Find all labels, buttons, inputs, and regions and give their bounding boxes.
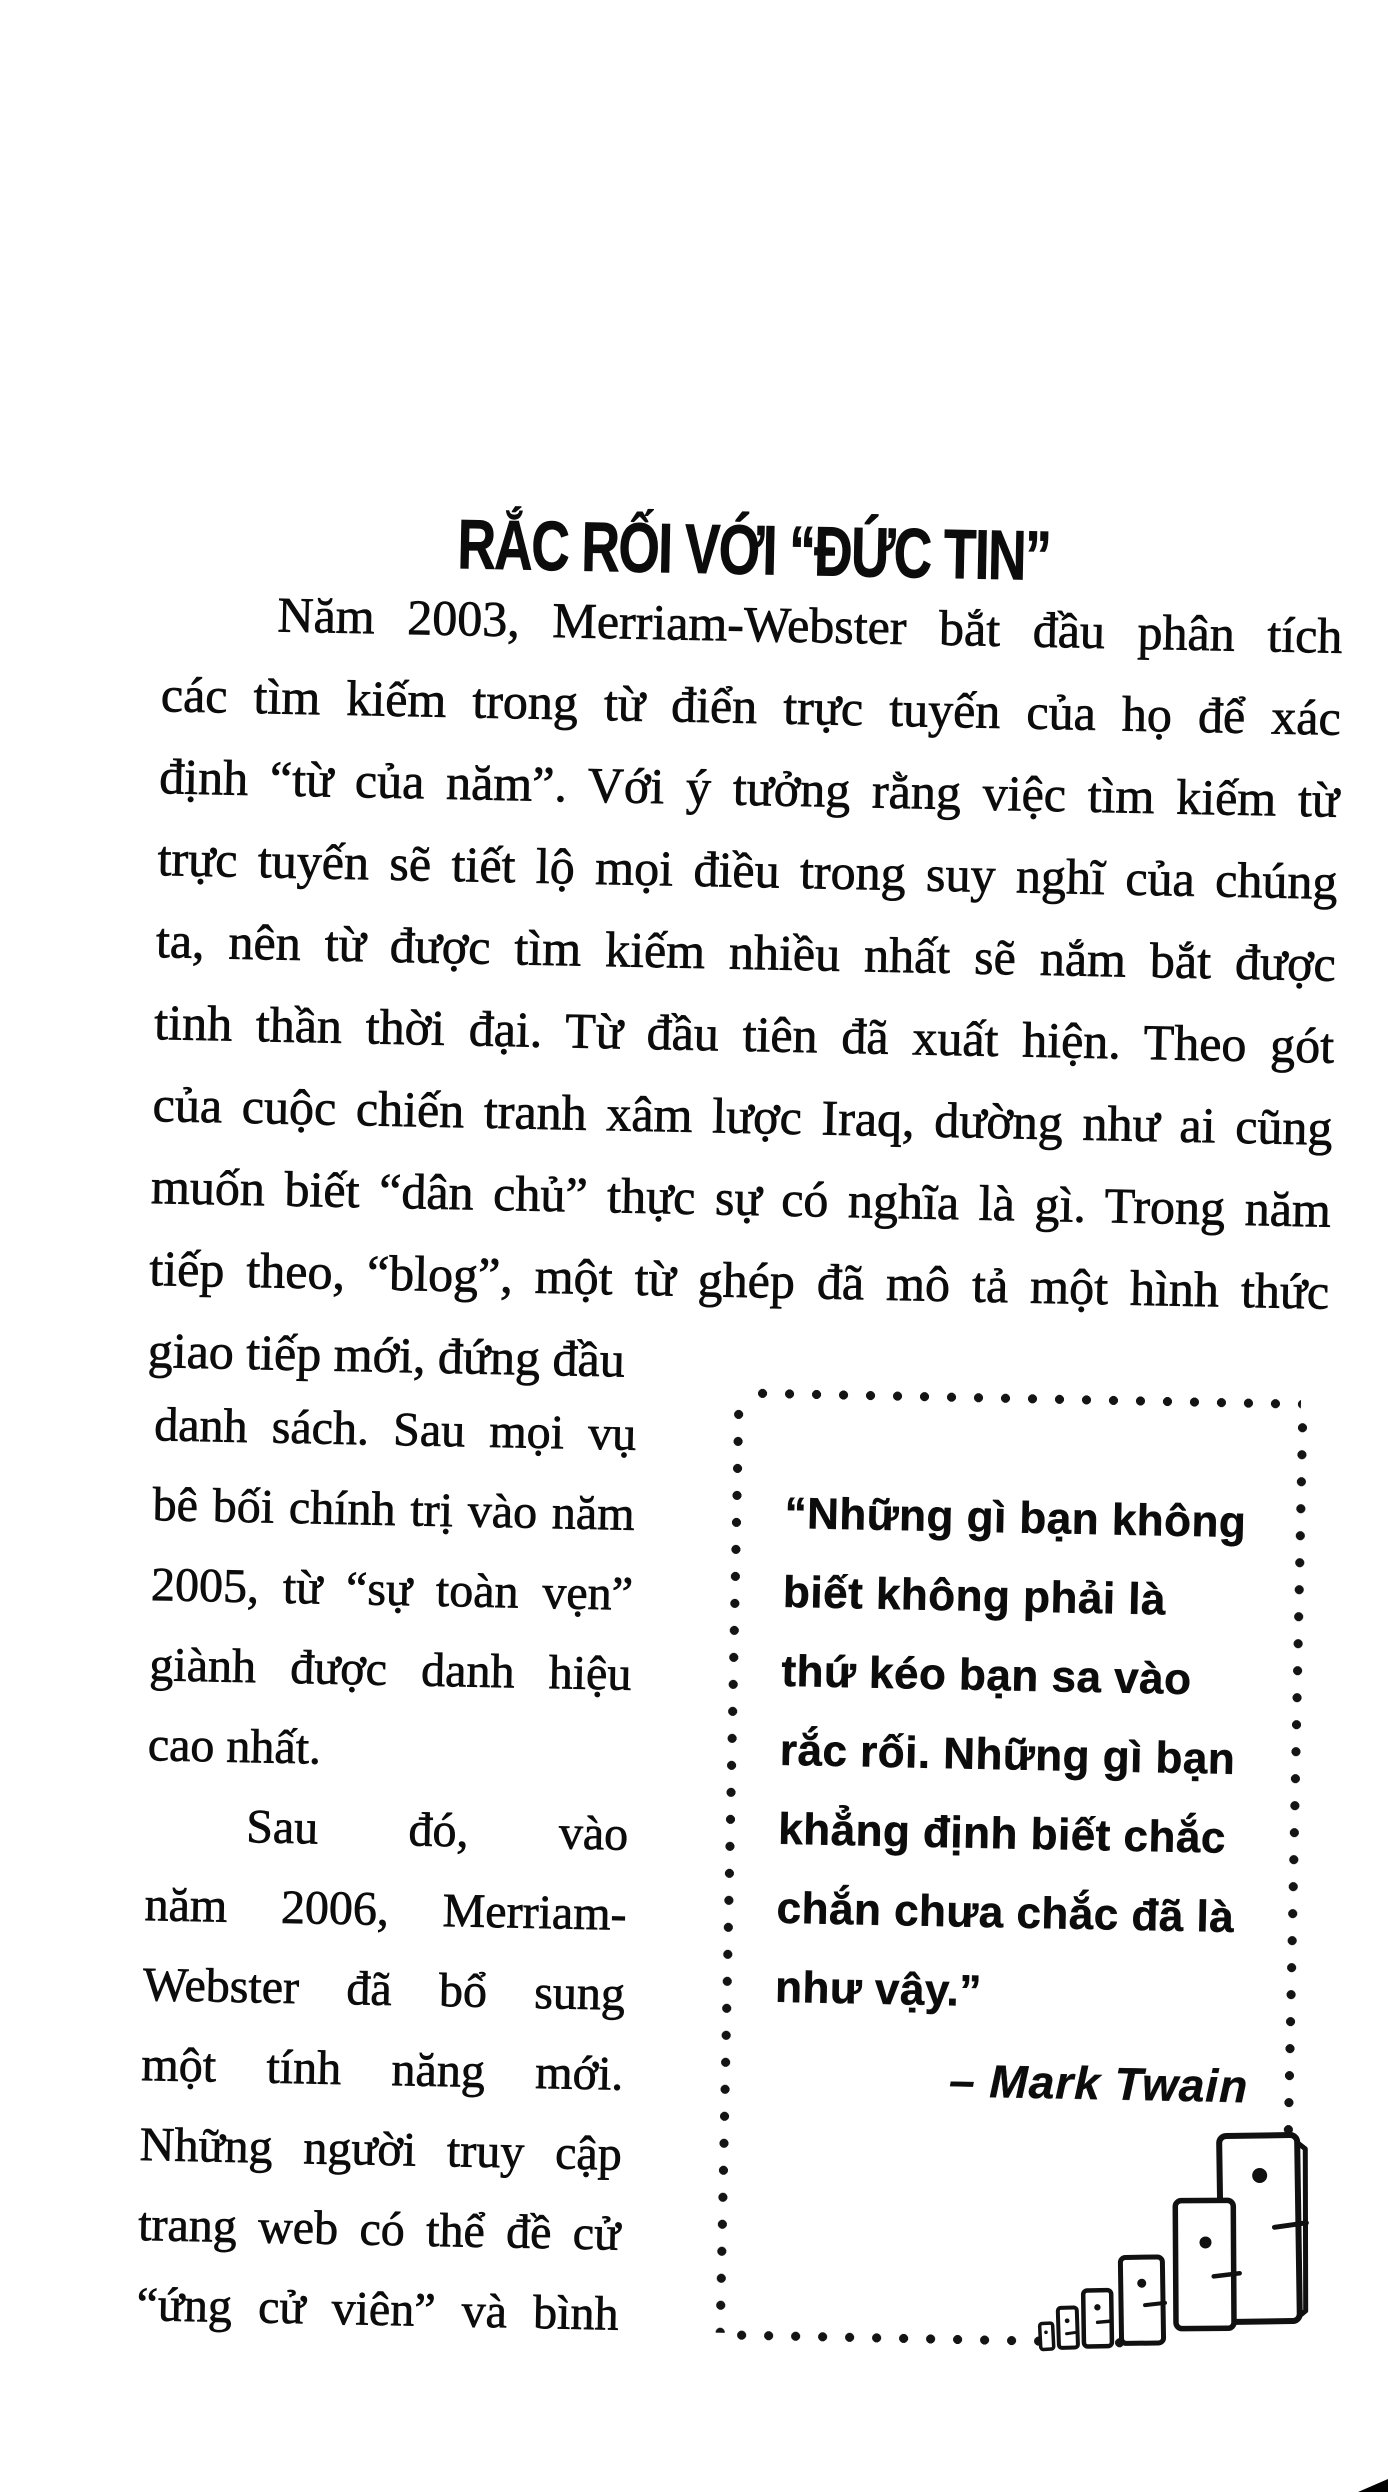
device-3 [1120, 2257, 1165, 2344]
quote-text-line: rắc rối. Những gì bạn [779, 1725, 1236, 1784]
article-text-line: Năm 2003, Merriam-Webster bắt đầu phân tích [277, 586, 1343, 664]
article-text-line: “ứng cử viên” và bình [136, 2278, 620, 2341]
article-text-line: các tìm kiếm trong từ điển trực tuyến của họ để xác [160, 666, 1342, 746]
falling-devices-illustration [1012, 2112, 1347, 2379]
device-5 [1058, 2307, 1078, 2348]
article-text-line: trang web có thể đề cử [137, 2198, 621, 2261]
quote-text-line: “Những gì bạn không [784, 1488, 1247, 1548]
device-6 [1040, 2323, 1054, 2350]
article-text-line: Webster đã bổ sung [142, 1958, 626, 2021]
article-text-line: trực tuyến sẽ tiết lộ mọi điều trong suy nghĩ của chúng [157, 830, 1339, 910]
article-text-line: cao nhất. [147, 1718, 322, 1775]
article-text-line: giành được danh hiệu [148, 1638, 632, 1701]
article-text-line: Sau đó, vào [245, 1800, 629, 1861]
quote-text-line: thứ kéo bạn sa vào [780, 1646, 1192, 1705]
article-text-line: định “từ của năm”. Với ý tưởng rằng việc tìm kiếm từ [158, 748, 1340, 828]
article-text-line: giao tiếp mới, đứng đầu [147, 1322, 626, 1388]
article-paragraph-full-width [147, 571, 1343, 1415]
device-2 [1175, 2200, 1240, 2328]
article-text-line: năm 2006, Merriam- [144, 1878, 628, 1941]
article-text-line: danh sách. Sau mọi vụ [153, 1398, 637, 1461]
article-text-line: bê bối chính trị vào năm [152, 1478, 636, 1541]
article-text-line: của cuộc chiến tranh xâm lược Iraq, dường như ai cũng [152, 1076, 1334, 1156]
quote-text [774, 1474, 1255, 2036]
quote-attribution: – Mark Twain [948, 2054, 1249, 2113]
article-text-line: ta, nên từ được tìm kiếm nhiều nhất sẽ nắm bắt được [155, 912, 1337, 992]
article-paragraph-column [136, 1385, 637, 2354]
quote-text-line: khẳng định biết chắc [777, 1804, 1227, 1863]
dotted-border-left [714, 1401, 745, 2333]
article-text-line: tiếp theo, “blog”, một từ ghép đã mô tả một hình thức [148, 1240, 1330, 1320]
quote-text-line: như vậy.” [774, 1962, 983, 2016]
device-4 [1083, 2290, 1112, 2346]
article-text-line: 2005, từ “sự toàn vẹn” [150, 1558, 634, 1621]
article-text-line: muốn biết “dân chủ” thực sự có nghĩa là gì. Trong năm [150, 1158, 1332, 1238]
quote-text-line: biết không phải là [782, 1567, 1167, 1625]
quote-text-line: chắn chưa chắc đã là [776, 1883, 1235, 1942]
dotted-border-right [1282, 1414, 1309, 2160]
article-text-line: Những người truy cập [139, 2118, 623, 2181]
page-title-text: RẮC RỐI VỚI “ĐỨC TIN” [456, 505, 1051, 595]
dotted-border-top [749, 1387, 1301, 1410]
article-text-line: tinh thần thời đại. Từ đầu tiên đã xuất hiện. Theo gót [153, 994, 1335, 1074]
article-text-line: một tính năng mới. [140, 2038, 624, 2101]
